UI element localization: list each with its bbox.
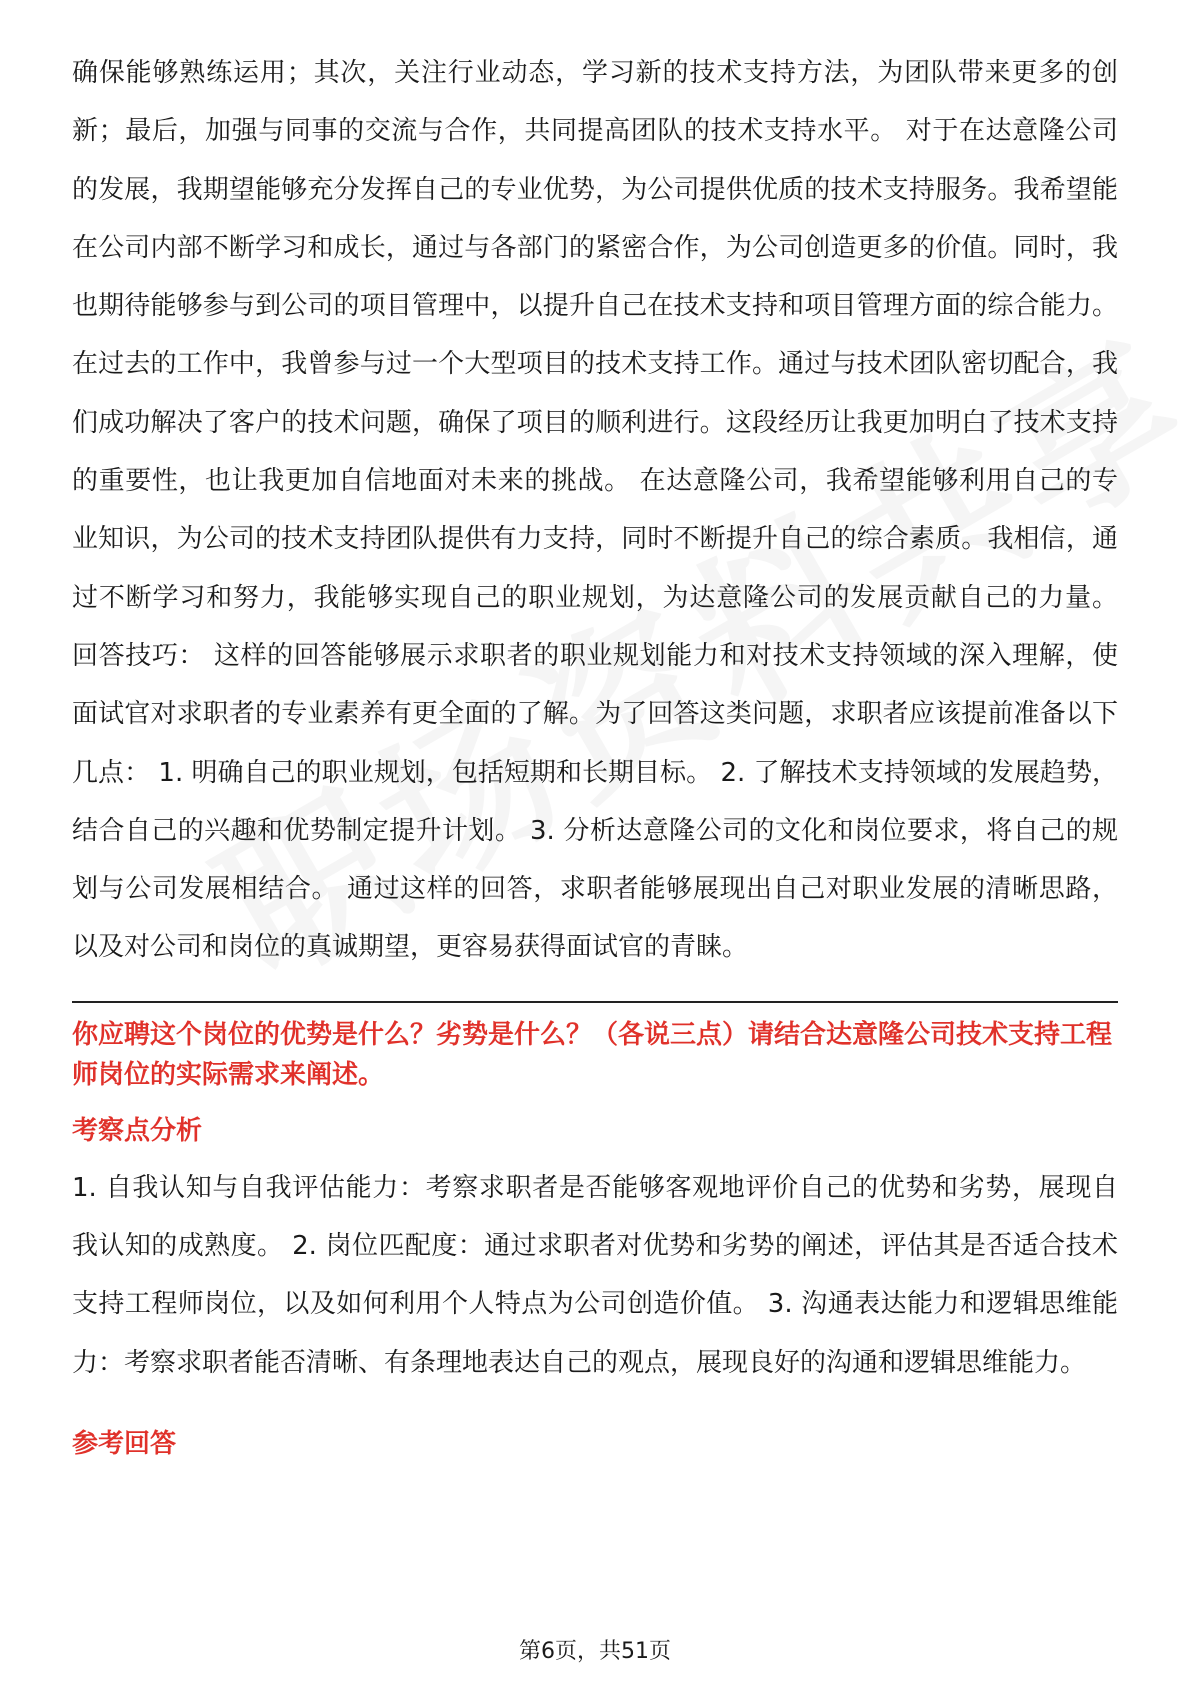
section-divider: [72, 1001, 1118, 1003]
continuation-paragraph: 确保能够熟练运用；其次，关注行业动态，学习新的技术支持方法，为团队带来更多的创新；最后，加强与同事的交流与合作，共同提高团队的技术支持水平。 对于在达意隆公司的发展，我期望能够充分发挥自己的专业优势，为公司提供优质的技术支持服务。我希望能在公司内部不断学习和成长，通过与各部门的紧密合作，为公司创造更多的价值。同时，我也期待能够参与到公司的项目管理中，以提升自己在技术支持和项目管理方面的综合能力。 在过去的工作中，我曾参与过一个大型项目的技术支持工作。通过与技术团队密切配合，我们成功解决了客户的技术问题，确保了项目的顺利进行。这段经历让我更加明白了技术支持的重要性，也让我更加自信地面对未来的挑战。 在达意隆公司，我希望能够利用自己的专业知识，为公司的技术支持团队提供有力支持，同时不断提升自己的综合素质。我相信，通过不断学习和努力，我能够实现自己的职业规划，为达意隆公司的发展贡献自己的力量。 回答技巧： 这样的回答能够展示求职者的职业规划能力和对技术支持领域的深入理解，使面试官对求职者的专业素养有更全面的了解。为了回答这类问题，求职者应该提前准备以下几点： 1. 明确自己的职业规划，包括短期和长期目标。 2. 了解技术支持领域的发展趋势，结合自己的兴趣和优势制定提升计划。 3. 分析达意隆公司的文化和岗位要求，将自己的规划与公司发展相结合。 通过这样的回答，求职者能够展现出自己对职业发展的清晰思路，以及对公司和岗位的真诚期望，更容易获得面试官的青睐。: [72, 58, 1118, 963]
document-body: [72, 44, 1118, 1464]
reference-answer-title: 参考回答: [72, 1428, 177, 1459]
analysis-title: 考察点分析: [72, 1115, 203, 1146]
page-indicator: 第6页，共51页: [519, 1639, 671, 1664]
question-heading: 你应聘这个岗位的优势是什么？劣势是什么？（各说三点）请结合达意隆公司技术支持工程师岗位的实际需求来阐述。: [72, 1019, 1113, 1090]
analysis-paragraph: 1. 自我认知与自我评估能力：考察求职者是否能够客观地评价自己的优势和劣势，展现自我认知的成熟度。 2. 岗位匹配度：通过求职者对优势和劣势的阐述，评估其是否适合技术支持工程师岗位，以及如何利用个人特点为公司创造价值。 3. 沟通表达能力和逻辑思维能力：考察求职者能否清晰、有条理地表达自己的观点，展现良好的沟通和逻辑思维能力。: [72, 1172, 1118, 1378]
